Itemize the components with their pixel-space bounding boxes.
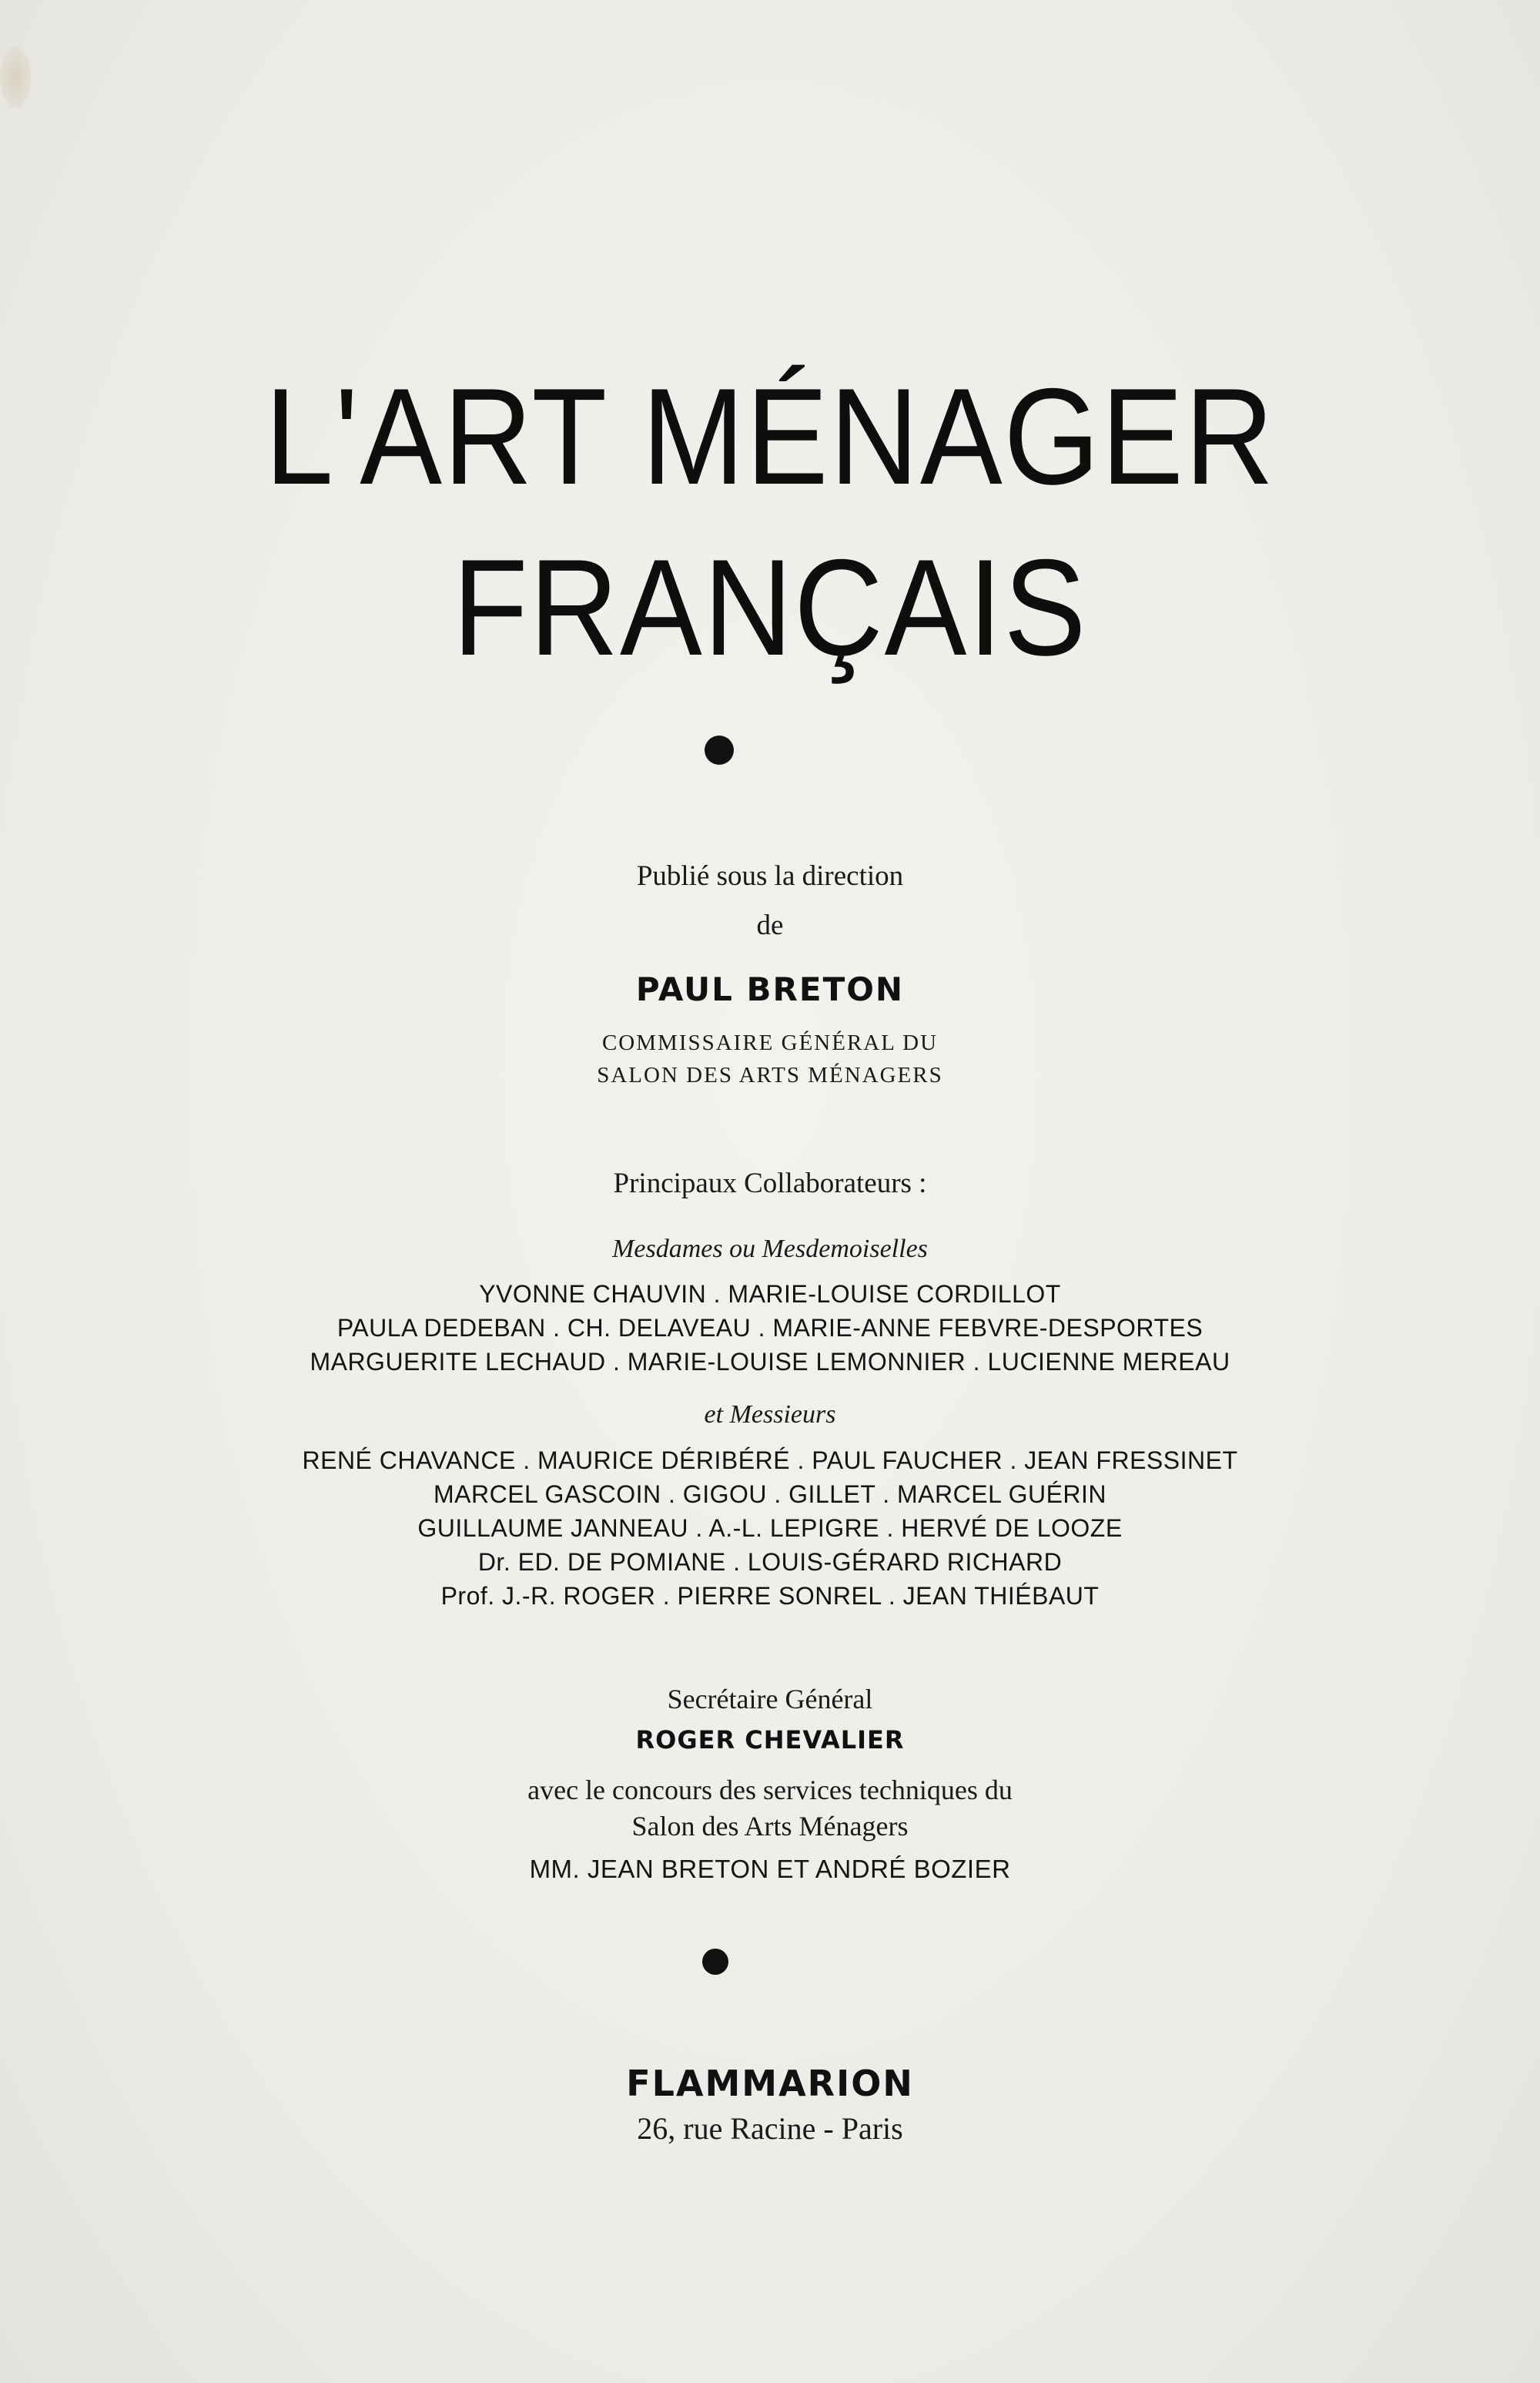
men-line-5: Prof. J.-R. ROGER . PIERRE SONREL . JEAN THIÉBAUT — [440, 1582, 1100, 1610]
ornament-dot-2 — [702, 1949, 728, 1975]
title-line-2: FRANÇAIS — [452, 531, 1088, 684]
concours-line-2: Salon des Arts Ménagers — [631, 1811, 909, 1842]
secretary-label: Secrétaire Général — [667, 1684, 873, 1714]
men-line-1: RENÉ CHAVANCE . MAURICE DÉRIBÉRÉ . PAUL FAUCHER . JEAN FRESSINET — [302, 1446, 1238, 1474]
technicians-names: MM. JEAN BRETON ET ANDRÉ BOZIER — [529, 1855, 1011, 1883]
ornament-dot-1 — [705, 736, 734, 765]
women-line-2: PAULA DEDEBAN . CH. DELAVEAU . MARIE-ANNE FEBVRE-DESPORTES — [336, 1314, 1204, 1342]
men-line-4: Dr. ED. DE POMIANE . LOUIS-GÉRARD RICHARD — [477, 1548, 1063, 1576]
men-line-2: MARCEL GASCOIN . GIGOU . GILLET . MARCEL GUÉRIN — [433, 1480, 1107, 1508]
direction-de: de — [756, 910, 784, 941]
secretary-name: ROGER CHEVALIER — [635, 1725, 905, 1755]
men-line-3: GUILLAUME JANNEAU . A.-L. LEPIGRE . HERVÉ DE LOOZE — [417, 1514, 1123, 1542]
title-line-1: L'ART MÉNAGER — [264, 360, 1276, 513]
men-heading: et Messieurs — [704, 1400, 836, 1429]
director-role-line-2: SALON DES ARTS MÉNAGERS — [597, 1063, 943, 1088]
director-name: PAUL BRETON — [635, 970, 905, 1008]
women-line-1: YVONNE CHAUVIN . MARIE-LOUISE CORDILLOT — [479, 1280, 1061, 1308]
publisher-address: 26, rue Racine - Paris — [637, 2111, 903, 2146]
concours-line-1: avec le concours des services techniques du — [527, 1775, 1013, 1805]
collaborators-heading: Principaux Collaborateurs : — [613, 1168, 927, 1199]
director-role-line-1: COMMISSAIRE GÉNÉRAL DU — [601, 1031, 939, 1055]
paper-stain — [0, 46, 31, 108]
women-heading: Mesdames ou Mesdemoiselles — [612, 1235, 928, 1263]
publisher-name: FLAMMARION — [626, 2063, 914, 2104]
women-line-3: MARGUERITE LECHAUD . MARIE-LOUISE LEMONNIER . LUCIENNE MEREAU — [310, 1348, 1230, 1376]
direction-intro: Publié sous la direction — [636, 860, 904, 892]
